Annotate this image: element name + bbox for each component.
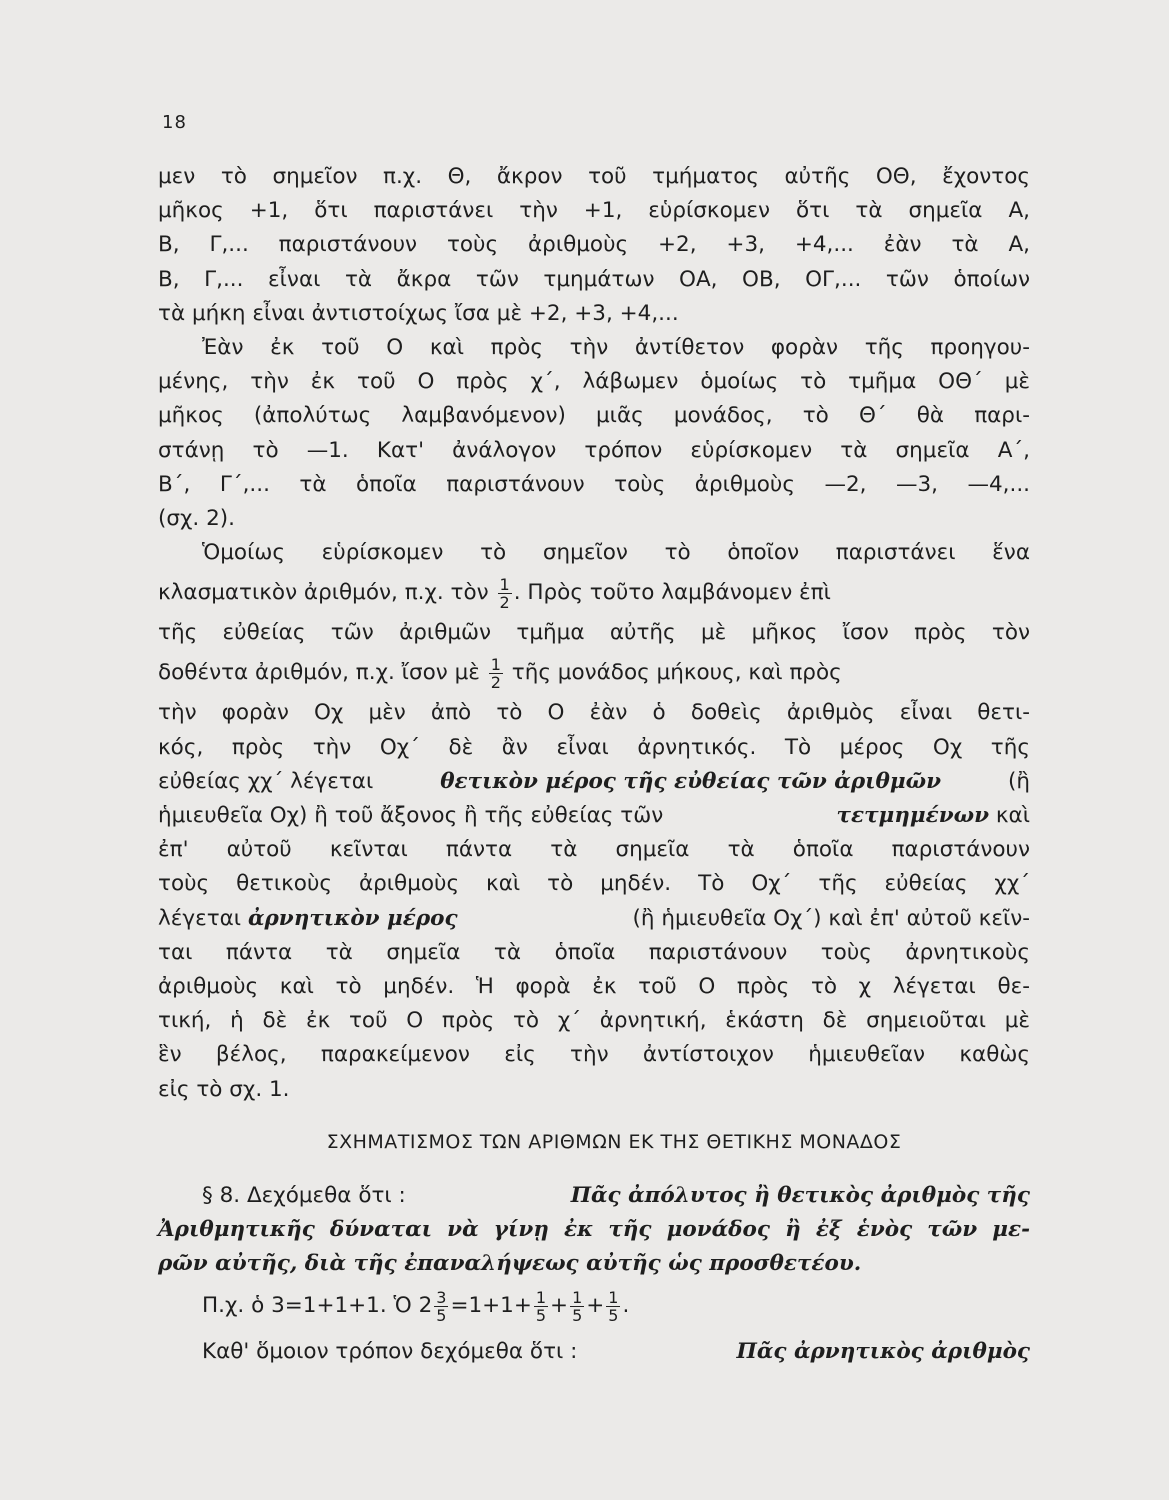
text-segment: λέγεται [158, 905, 242, 931]
fraction [498, 576, 512, 611]
text-line: μῆκος +1, ὅτι παριστάνει τὴν +1, εὑρίσκομεν ὅτι τὰ σημεῖα Α, [158, 198, 1030, 224]
fraction-numerator: 1 [490, 654, 501, 674]
fraction [606, 1289, 620, 1324]
text-line: (σχ. 2). [158, 505, 236, 531]
text-line: ται πάντα τὰ σημεῖα τὰ ὁποῖα παριστάνουν τοὺς ἀρνητικοὺς [158, 939, 1030, 965]
text-segment: κλασματικὸν ἀριθμόν, π.χ. τὸν [158, 580, 489, 606]
text-line: στάνῃ τὸ —1. Κατ' ἀνάλογον τρόπον εὑρίσκομεν τὰ σημεῖα Α΄, [158, 437, 1030, 463]
emphasis-term: θετικὸν μέρος τῆς εὐθείας τῶν ἀριθμῶν [440, 768, 942, 794]
text-line: ἐπ' αὐτοῦ κεῖνται πάντα τὰ σημεῖα τὰ ὁποῖα παριστάνουν [158, 837, 1030, 863]
text-line-fraction [158, 570, 1030, 616]
text-line-definition [158, 902, 1030, 936]
fraction-numerator: 1 [535, 1287, 547, 1307]
text-segment: ἡμιευθεῖα Οχ) ἢ τοῦ ἄξονος ἢ τῆς εὐθείας τῶν [158, 803, 664, 828]
text-line: τική, ἡ δὲ ἐκ τοῦ Ο πρὸς τὸ χ΄ ἀρνητική, ἑκάστη δὲ σημειοῦται μὲ [158, 1008, 1030, 1034]
text-line: μεν τὸ σημεῖον π.χ. Θ, ἄκρον τοῦ τμήματος αὐτῆς ΟΘ, ἔχοντος [158, 164, 1030, 189]
emphasis-line: Ἀριθμητικῆς δύναται νὰ γίνῃ ἐκ τῆς μονάδος ἢ ἐξ ἑνὸς τῶν με- [158, 1217, 1030, 1243]
text-segment: (ἢ ἡμιευθεῖα Οχ΄) καὶ ἐπ' αὐτοῦ κεῖν- [632, 905, 1030, 931]
text-line-definition [158, 765, 1030, 799]
fraction-denominator: 5 [535, 1305, 547, 1325]
text-line-definition [158, 1335, 1030, 1369]
text-line: τῆς εὐθείας τῶν ἀριθμῶν τμῆμα αὐτῆς μὲ μῆκος ἴσον πρὸς τὸν [158, 620, 1030, 646]
section-line [158, 1179, 1030, 1213]
text-line: εἰς τὸ σχ. 1. [158, 1076, 290, 1102]
fraction-numerator: 1 [499, 574, 510, 594]
text-segment: καὶ [995, 803, 1030, 828]
text-line: μῆκος (ἀπολύτως λαμβανόμενον) μιᾶς μονάδος, τὸ Θ΄ θὰ παρι- [158, 403, 1030, 429]
emphasis-term: Πᾶς ἀρνητικὸς ἀριθμὸς [736, 1339, 1030, 1365]
text-line: μένης, τὴν ἐκ τοῦ Ο πρὸς χ΄, λάβωμεν ὁμοίως τὸ τμῆμα ΟΘ΄ μὲ [158, 369, 1030, 395]
fraction-denominator: 2 [490, 672, 501, 692]
section-number: § 8. [202, 1182, 241, 1208]
text-segment: . Πρὸς τοῦτο λαμβάνομεν ἐπὶ [513, 580, 831, 606]
page-number: 18 [162, 112, 187, 133]
text-segment: + [550, 1293, 569, 1319]
text-segment: Δεχόμεθα ὅτι : [246, 1182, 406, 1208]
text-line: κός, πρὸς τὴν Οχ΄ δὲ ἂν εἶναι ἀρνητικός. Τὸ μέρος Οχ τῆς [158, 734, 1030, 760]
text-segment: εὐθείας χχ΄ λέγεται [158, 768, 374, 794]
text-line: τοὺς θετικοὺς ἀριθμοὺς καὶ τὸ μηδέν. Τὸ Οχ΄ τῆς εὐθείας χχ΄ [158, 871, 1030, 897]
section-heading: ΣΧΗΜΑΤΙΣΜΟΣ ΤΩΝ ΑΡΙΘΜΩΝ ΕΚ ΤΗΣ ΘΕΤΙΚΗΣ ΜΟΝΑΔΟΣ [326, 1130, 902, 1153]
emphasis-line: ρῶν αὐτῆς, διὰ τῆς ἐπαναλήψεως αὐτῆς ὡς προσθετέου. [158, 1251, 862, 1277]
text-line: Ὁμοίως εὑρίσκομεν τὸ σημεῖον τὸ ὁποῖον παριστάνει ἕνα [202, 540, 1030, 566]
fraction-denominator: 2 [499, 592, 510, 612]
fraction-numerator: 1 [608, 1287, 619, 1307]
fraction [534, 1289, 548, 1324]
body-text [158, 160, 1030, 1370]
text-segment: τῆς μονάδος μήκους, καὶ πρὸς [511, 660, 842, 686]
fraction [489, 656, 503, 691]
emphasis-term: τετμημένων [836, 803, 990, 828]
text-line: Β, Γ,... παριστάνουν τοὺς ἀριθμοὺς +2, +3, +4,... ἐὰν τὰ Α, [158, 232, 1030, 258]
fraction-denominator: 5 [608, 1305, 619, 1325]
fraction [570, 1289, 584, 1324]
fraction-numerator: 1 [572, 1287, 583, 1307]
text-segment: Καθ' ὅμοιον τρόπον δεχόμεθα ὅτι : [202, 1339, 578, 1365]
text-line: ἀριθμοὺς καὶ τὸ μηδέν. Ἡ φορὰ ἐκ τοῦ Ο πρὸς τὸ χ λέγεται θε- [158, 973, 1030, 999]
emphasis-term: Πᾶς ἀπόλυτος ἢ θετικὸς ἀριθμὸς τῆς [570, 1182, 1030, 1208]
text-line: τὴν φορὰν Οχ μὲν ἀπὸ τὸ Ο ἐὰν ὁ δοθεὶς ἀριθμὸς εἶναι θετι- [158, 700, 1030, 726]
emphasis-term: ἀρνητικὸν μέρος [247, 905, 458, 931]
text-line-fraction [158, 650, 1030, 696]
fraction [434, 1289, 448, 1324]
text-line: Ἐὰν ἐκ τοῦ Ο καὶ πρὸς τὴν ἀντίθετον φορὰν τῆς προηγου- [202, 334, 1030, 360]
text-line: τὰ μήκη εἶναι ἀντιστοίχως ἴσα μὲ +2, +3, +4,... [158, 300, 679, 326]
text-segment: . [622, 1293, 630, 1319]
text-segment: δοθέντα ἀριθμόν, π.χ. ἴσον μὲ [158, 660, 480, 686]
text-line: Β, Γ,... εἶναι τὰ ἄκρα τῶν τμημάτων ΟΑ, ΟΒ, ΟΓ,... τῶν ὁποίων [158, 266, 1030, 292]
text-segment: Π.χ. ὁ 3=1+1+1. Ὁ 2 [202, 1293, 433, 1319]
fraction-numerator: 3 [436, 1287, 447, 1307]
text-line: Β΄, Γ΄,... τὰ ὁποῖα παριστάνουν τοὺς ἀριθμοὺς —2, —3, —4,... [158, 471, 1030, 497]
text-segment: =1+1+ [450, 1293, 532, 1319]
fraction-denominator: 5 [436, 1305, 447, 1325]
text-line: ἓν βέλος, παρακείμενον εἰς τὴν ἀντίστοιχον ἡμιευθεῖαν καθὼς [158, 1042, 1030, 1068]
text-segment: (ἢ [1007, 768, 1030, 794]
example-line [158, 1281, 1030, 1331]
text-segment: + [586, 1293, 605, 1319]
fraction-denominator: 5 [572, 1305, 583, 1325]
text-line-definition [158, 799, 1030, 833]
